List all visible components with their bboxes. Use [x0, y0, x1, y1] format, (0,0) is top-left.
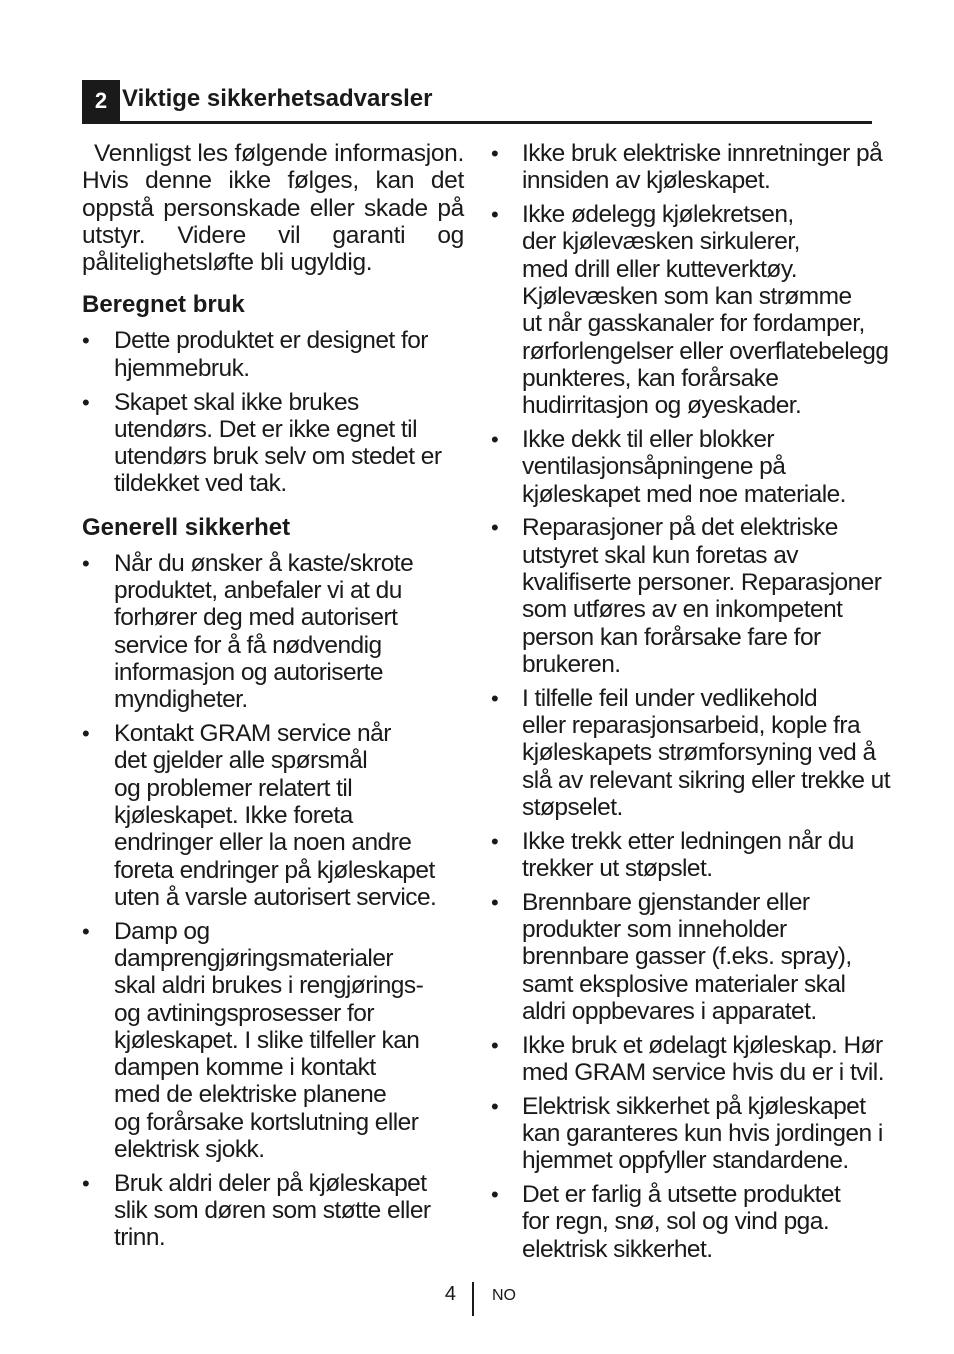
list-item	[82, 389, 464, 498]
list-item-text: Ikke trekk etter ledningen når du trekker ut støpslet.	[522, 827, 854, 882]
list-item-text: Det er farlig å utsette produktet for regn, snø, sol og vind pga. elektrisk sikkerhet.	[522, 1181, 841, 1263]
bullet-icon: •	[491, 202, 499, 228]
list-item	[490, 426, 904, 508]
safety-list-continued	[490, 140, 904, 1263]
heading-general-safety: Generell sikkerhet	[82, 513, 291, 541]
list-item	[82, 1170, 464, 1252]
list-item-text: Ikke ødelegg kjølekretsen, der kjølevæsken sirkulerer, med drill eller kutteverktøy. Kjølevæsken som kan strømme ut når gasskanaler for fordamper, rørforlengelser eller overflatebelegg punkteres, kan forårsake hudirritasjon og øyeskader.	[522, 201, 889, 420]
list-item-text: Ikke dekk til eller blokker ventilasjonsåpningene på kjøleskapet med noe materiale.	[522, 425, 846, 508]
list-item	[490, 1181, 904, 1263]
bullet-icon: •	[82, 918, 90, 944]
list-item-text: Bruk aldri deler på kjøleskapet slik som døren som støtte eller trinn.	[114, 1169, 431, 1252]
right-column	[490, 140, 904, 1270]
bullet-icon: •	[491, 828, 499, 854]
page-number: 4	[444, 1283, 456, 1305]
bullet-icon: •	[491, 426, 499, 452]
list-item	[490, 1093, 904, 1175]
bullet-icon: •	[491, 1093, 499, 1119]
bullet-icon: •	[82, 721, 90, 747]
list-item-text: Damp og damprengjøringsmaterialer skal aldri brukes i rengjørings- og avtiningsprosesser for kjøleskapet. I slike tilfeller kan dampen komme i kontakt med de elektriske planene og forårsake kortslutning eller elektrisk sjokk.	[114, 917, 424, 1163]
list-item-text: I tilfelle feil under vedlikehold eller reparasjonsarbeid, kople fra kjøleskapets strømforsyning ved å slå av relevant sikring eller trekke ut støpselet.	[522, 684, 890, 821]
list-item	[490, 140, 904, 195]
bullet-icon: •	[491, 889, 499, 915]
bullet-icon: •	[82, 1170, 90, 1196]
language-code: NO	[492, 1287, 516, 1304]
bullet-icon: •	[491, 1182, 499, 1208]
list-item-text: Reparasjoner på det elektriske utstyret skal kun foretas av kvalifiserte personer. Reparasjoner som utføres av en inkompetent person kan forårsake fare for brukeren.	[522, 514, 882, 678]
list-item	[490, 889, 904, 1025]
list-item	[490, 685, 904, 821]
heading-intended-use: Beregnet bruk	[82, 291, 245, 319]
bullet-icon: •	[82, 328, 90, 354]
list-item	[82, 918, 464, 1164]
list-item-text: Kontakt GRAM service når det gjelder alle spørsmål og problemer relatert til kjøleskapet. Ikke foreta endringer eller la noen andre foreta endringer på kjøleskapet uten å varsle autorisert service.	[114, 720, 437, 911]
list-item-text: Elektrisk sikkerhet på kjøleskapet kan garanteres kun hvis jordingen i hjemmet oppfyller standardene.	[522, 1092, 883, 1175]
list-item-text: Skapet skal ikke brukes utendørs. Det er ikke egnet til utendørs bruk selv om stedet er tildekket ved tak.	[114, 388, 442, 498]
list-item-text: Dette produktet er designet for hjemmebruk.	[114, 327, 428, 382]
list-item	[82, 327, 464, 382]
list-item	[490, 1032, 904, 1087]
bullet-icon: •	[82, 389, 90, 415]
list-item	[82, 550, 464, 714]
section-header	[82, 80, 872, 124]
list-item	[490, 514, 904, 678]
bullet-icon: •	[491, 1032, 499, 1058]
bullet-icon: •	[491, 141, 499, 166]
bullet-icon: •	[491, 685, 499, 711]
list-item-text: Brennbare gjenstander eller produkter som inneholder brennbare gasser (f.eks. spray), samt eksplosive materialer skal aldri oppbevares i apparatet.	[522, 888, 852, 1025]
list-item-text: Ikke bruk et ødelagt kjøleskap. Hør med GRAM service hvis du er i tvil.	[522, 1031, 884, 1086]
list-item-text: Når du ønsker å kaste/skrote produktet, anbefaler vi at du forhører deg med autorisert service for å få nødvendig informasjon og autoriserte myndigheter.	[114, 549, 414, 714]
section-title: Viktige sikkerhetsadvarsler	[122, 85, 433, 112]
list-item	[490, 201, 904, 419]
list-item	[490, 828, 904, 883]
intended-use-list	[82, 327, 464, 497]
left-column	[82, 140, 464, 1258]
bullet-icon: •	[82, 550, 90, 576]
list-item	[82, 720, 464, 911]
footer-divider	[472, 1282, 474, 1316]
general-safety-list	[82, 550, 464, 1252]
intro-paragraph: Vennligst les følgende informasjon. Hvis denne ikke følges, kan det oppstå personskade eller skade på utstyr. Videre vil garanti og pålitelighetsløfte bli ugyldig.	[82, 140, 464, 277]
bullet-icon: •	[491, 515, 499, 541]
section-number: 2	[82, 80, 120, 121]
list-item-text: Ikke bruk elektriske innretninger på innsiden av kjøleskapet.	[522, 140, 883, 195]
